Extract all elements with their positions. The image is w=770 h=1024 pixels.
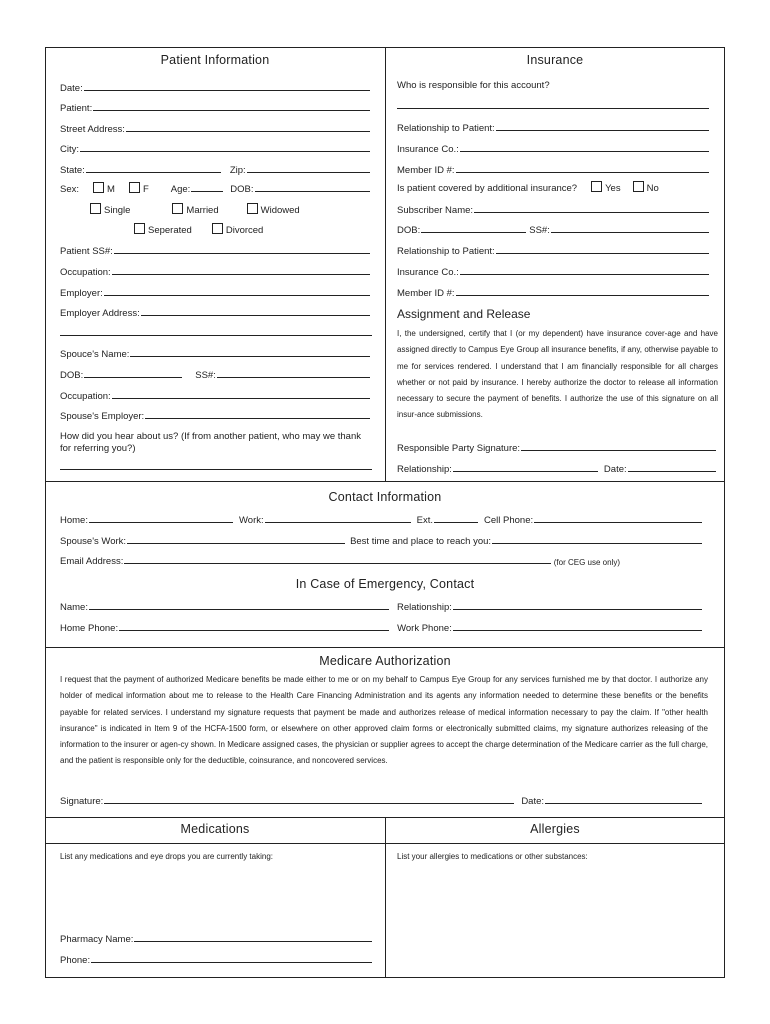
checkbox-icon [172,203,183,214]
separated-label: Seperated [148,225,192,236]
single-label: Single [104,205,131,216]
bottom-divider [385,817,386,978]
ins-company-label: Insurance Co.: [397,144,459,155]
email-label: Email Address: [60,556,124,567]
spouse-dob-ss-row [60,367,373,381]
spouse-occupation-label: Occupation: [60,391,111,402]
top-divider [385,47,386,481]
yes-label: Yes [605,183,621,194]
patient-info-title: Patient Information [160,53,270,67]
sex-label: Sex: [60,184,80,195]
subscriber-field[interactable] [397,202,712,216]
marital-row-2 [134,222,374,236]
assignment-text: I, the undersigned, certify that I (or my dependent) have insurance cover-age and have assigned directly to Campus Eye Group all insurance benefits, if any, otherwise payable to me for services rendered. I understand that I am financially responsible for all charges whether or not paid by insurance. I hereby authorize the doctor to release all information necessary to secure the payment of benefits. I authorize the use of this signature on all insur-ance submissions. [397,329,718,420]
employer-address-line-2[interactable] [60,335,372,336]
spouse-name-field[interactable] [60,346,373,360]
sex-f-label: F [142,184,149,195]
sex-age-dob-row [60,181,373,195]
contact-phone-row [60,512,705,526]
assignment-title: Assignment and Release [397,307,531,321]
medicare-signature-row [60,793,705,807]
sex-m-checkbox[interactable] [93,182,115,195]
sub-ss-label: SS#: [529,225,550,236]
emergency-relationship-label: Relationship: [396,602,452,613]
home-label: Home: [60,515,88,526]
additional-insurance-row [397,180,717,194]
checkbox-icon [129,182,140,193]
sex-f-checkbox[interactable] [129,182,149,195]
employer-label: Employer: [60,288,103,299]
ins-relationship2-label: Relationship to Patient: [397,246,495,257]
pharmacy-phone-label: Phone: [60,955,91,966]
marital-row-1 [90,202,370,216]
ins-relationship-field[interactable] [397,120,712,134]
ssn-field[interactable] [60,243,373,257]
medicare-date-field[interactable] [545,803,702,804]
age-label: Age: [170,184,191,195]
spouse-occupation-field[interactable] [60,388,373,402]
medicare-signature-field[interactable] [104,803,514,804]
assignment-relationship-label: Relationship: [397,464,452,475]
allergies-title: Allergies [530,822,580,836]
member-id-label: Member ID #: [397,165,455,176]
checkbox-icon [93,182,104,193]
emergency-title: In Case of Emergency, Contact [295,577,475,591]
divorced-checkbox[interactable] [212,223,264,236]
emergency-name-field[interactable] [89,609,389,610]
sub-dob-field[interactable] [421,232,526,233]
cell-label: Cell Phone: [484,515,534,526]
city-label: City: [60,144,79,155]
state-label: State: [60,165,85,176]
additional-no-checkbox[interactable] [633,181,659,194]
emergency-relationship-field[interactable] [453,609,702,610]
spouse-employer-label: Spouse's Employer: [60,411,145,422]
email-row [60,553,620,567]
state-field[interactable] [86,172,221,173]
emergency-work-field[interactable] [453,630,702,631]
emergency-name-row [60,599,705,613]
married-label: Married [186,205,219,216]
spouse-ss-field[interactable] [217,377,370,378]
subscriber-dob-ss-row [397,222,712,236]
married-checkbox[interactable] [172,203,218,216]
work-field[interactable] [265,522,411,523]
allergies-prompt: List your allergies to medications or other substances: [397,852,588,861]
spouse-name-label: Spouce's Name: [60,349,130,360]
separated-checkbox[interactable] [134,223,192,236]
assignment-date-field[interactable] [628,471,716,472]
state-zip-row [60,162,373,176]
best-time-field[interactable] [492,543,702,544]
checkbox-icon [633,181,644,192]
responsible-line[interactable] [397,108,709,109]
employer-field[interactable] [60,285,373,299]
date-field[interactable] [60,80,373,94]
ins-relationship2-field[interactable] [397,243,712,257]
city-field[interactable] [60,141,373,155]
age-field[interactable] [191,191,223,192]
additional-yes-checkbox[interactable] [591,181,621,194]
ins-relationship-label: Relationship to Patient: [397,123,495,134]
medicare-signature-label: Signature: [60,796,104,807]
emergency-home-label: Home Phone: [60,623,119,634]
spouse-dob-field[interactable] [84,377,182,378]
assignment-relationship-field[interactable] [453,471,598,472]
widowed-checkbox[interactable] [247,203,300,216]
emergency-home-field[interactable] [119,630,389,631]
checkbox-icon [134,223,145,234]
pharmacy-phone-field[interactable] [60,952,375,966]
member-id-field[interactable] [397,162,712,176]
checkbox-icon [212,223,223,234]
sub-dob-label: DOB: [397,225,421,236]
checkbox-icon [247,203,258,214]
insurance-title: Insurance [526,53,584,67]
spouse-work-field[interactable] [127,543,345,544]
ins-company-field[interactable] [397,141,712,155]
checkbox-icon [591,181,602,192]
member-id2-field[interactable] [397,285,712,299]
pharmacy-field[interactable] [60,931,375,945]
ext-field[interactable] [434,522,478,523]
responsible-signature-label: Responsible Party Signature: [397,443,521,454]
date-label: Date: [60,83,83,94]
emergency-phone-row [60,620,705,634]
work-label: Work: [238,515,264,526]
divorced-label: Divorced [225,225,264,236]
single-checkbox[interactable] [90,203,130,216]
medications-prompt: List any medications and eye drops you are currently taking: [60,852,274,861]
ins-company2-label: Insurance Co.: [397,267,459,278]
sub-ss-field[interactable] [551,232,709,233]
occupation-label: Occupation: [60,267,111,278]
ceg-note: (for CEG use only) [553,558,620,567]
additional-label: Is patient covered by additional insurance? [397,183,578,194]
email-field[interactable] [124,563,550,564]
no-label: No [646,183,659,194]
ssn-label: Patient SS#: [60,246,113,257]
employer-address-label: Employer Address: [60,308,140,319]
checkbox-icon [90,203,101,214]
spouse-employer-field[interactable] [60,408,373,422]
medicare-date-label: Date: [521,796,545,807]
patient-label: Patient: [60,103,93,114]
employer-address-field[interactable] [60,305,373,319]
assignment-date-label: Date: [603,464,627,475]
medicare-title: Medicare Authorization [319,654,451,668]
spouse-ss-label: SS#: [195,370,216,381]
street-label: Street Address: [60,124,125,135]
member-id2-label: Member ID #: [397,288,455,299]
patient-field[interactable] [60,100,373,114]
spouse-work-label: Spouse's Work: [60,536,127,547]
home-field[interactable] [89,522,233,523]
medications-title: Medications [180,822,250,836]
pharmacy-label: Pharmacy Name: [60,934,134,945]
emergency-work-label: Work Phone: [397,623,452,634]
cell-field[interactable] [534,522,702,523]
dob-label: DOB: [230,184,254,195]
responsible-question: Who is responsible for this account? [397,80,550,91]
ext-label: Ext. [416,515,433,526]
section-rule-2 [45,647,725,648]
section-rule-1 [45,481,725,482]
subscriber-label: Subscriber Name: [397,205,474,216]
dob-field[interactable] [255,191,370,192]
sex-m-label: M [107,184,115,195]
spouse-work-row [60,533,705,547]
zip-label: Zip: [229,165,246,176]
responsible-signature-field[interactable] [397,440,719,454]
occupation-field[interactable] [60,264,373,278]
referral-line[interactable] [60,469,372,470]
assignment-relationship-date-row [397,461,719,475]
best-time-label: Best time and place to reach you: [350,536,492,547]
contact-title: Contact Information [328,490,442,504]
emergency-name-label: Name: [60,602,88,613]
spouse-dob-label: DOB: [60,370,84,381]
widowed-label: Widowed [260,205,300,216]
street-field[interactable] [60,121,373,135]
ins-company2-field[interactable] [397,264,712,278]
medicare-text: I request that the payment of authorized Medicare benefits be made either to me or on my behalf to Campus Eye Group for any services furnished me by that doctor. I authorize any holder of medical information about me to release to the Health Care Financing Administration and its agents any information needed to determine these benefits or the benefits payable for related services. I understand my signature requests that payment be made and authorizes release of medical information necessary to pay the claim. If "other health insurance" is indicated in Item 9 of the HCFA-1500 form, or elsewhere on other approved claim forms or electronically submitted claims, my signature authorizes releasing of the information to the insurer or agen-cy shown. In Medicare assigned cases, the physician or supplier agrees to accept the charge determination of the Medicare carrier as the full charge, and the patient is responsible only for the deductible, coinsurance, and noncovered services. [60,675,708,766]
referral-question: How did you hear about us? (If from another patient, who may we thank for referring you?) [60,431,361,454]
zip-field[interactable] [247,172,370,173]
